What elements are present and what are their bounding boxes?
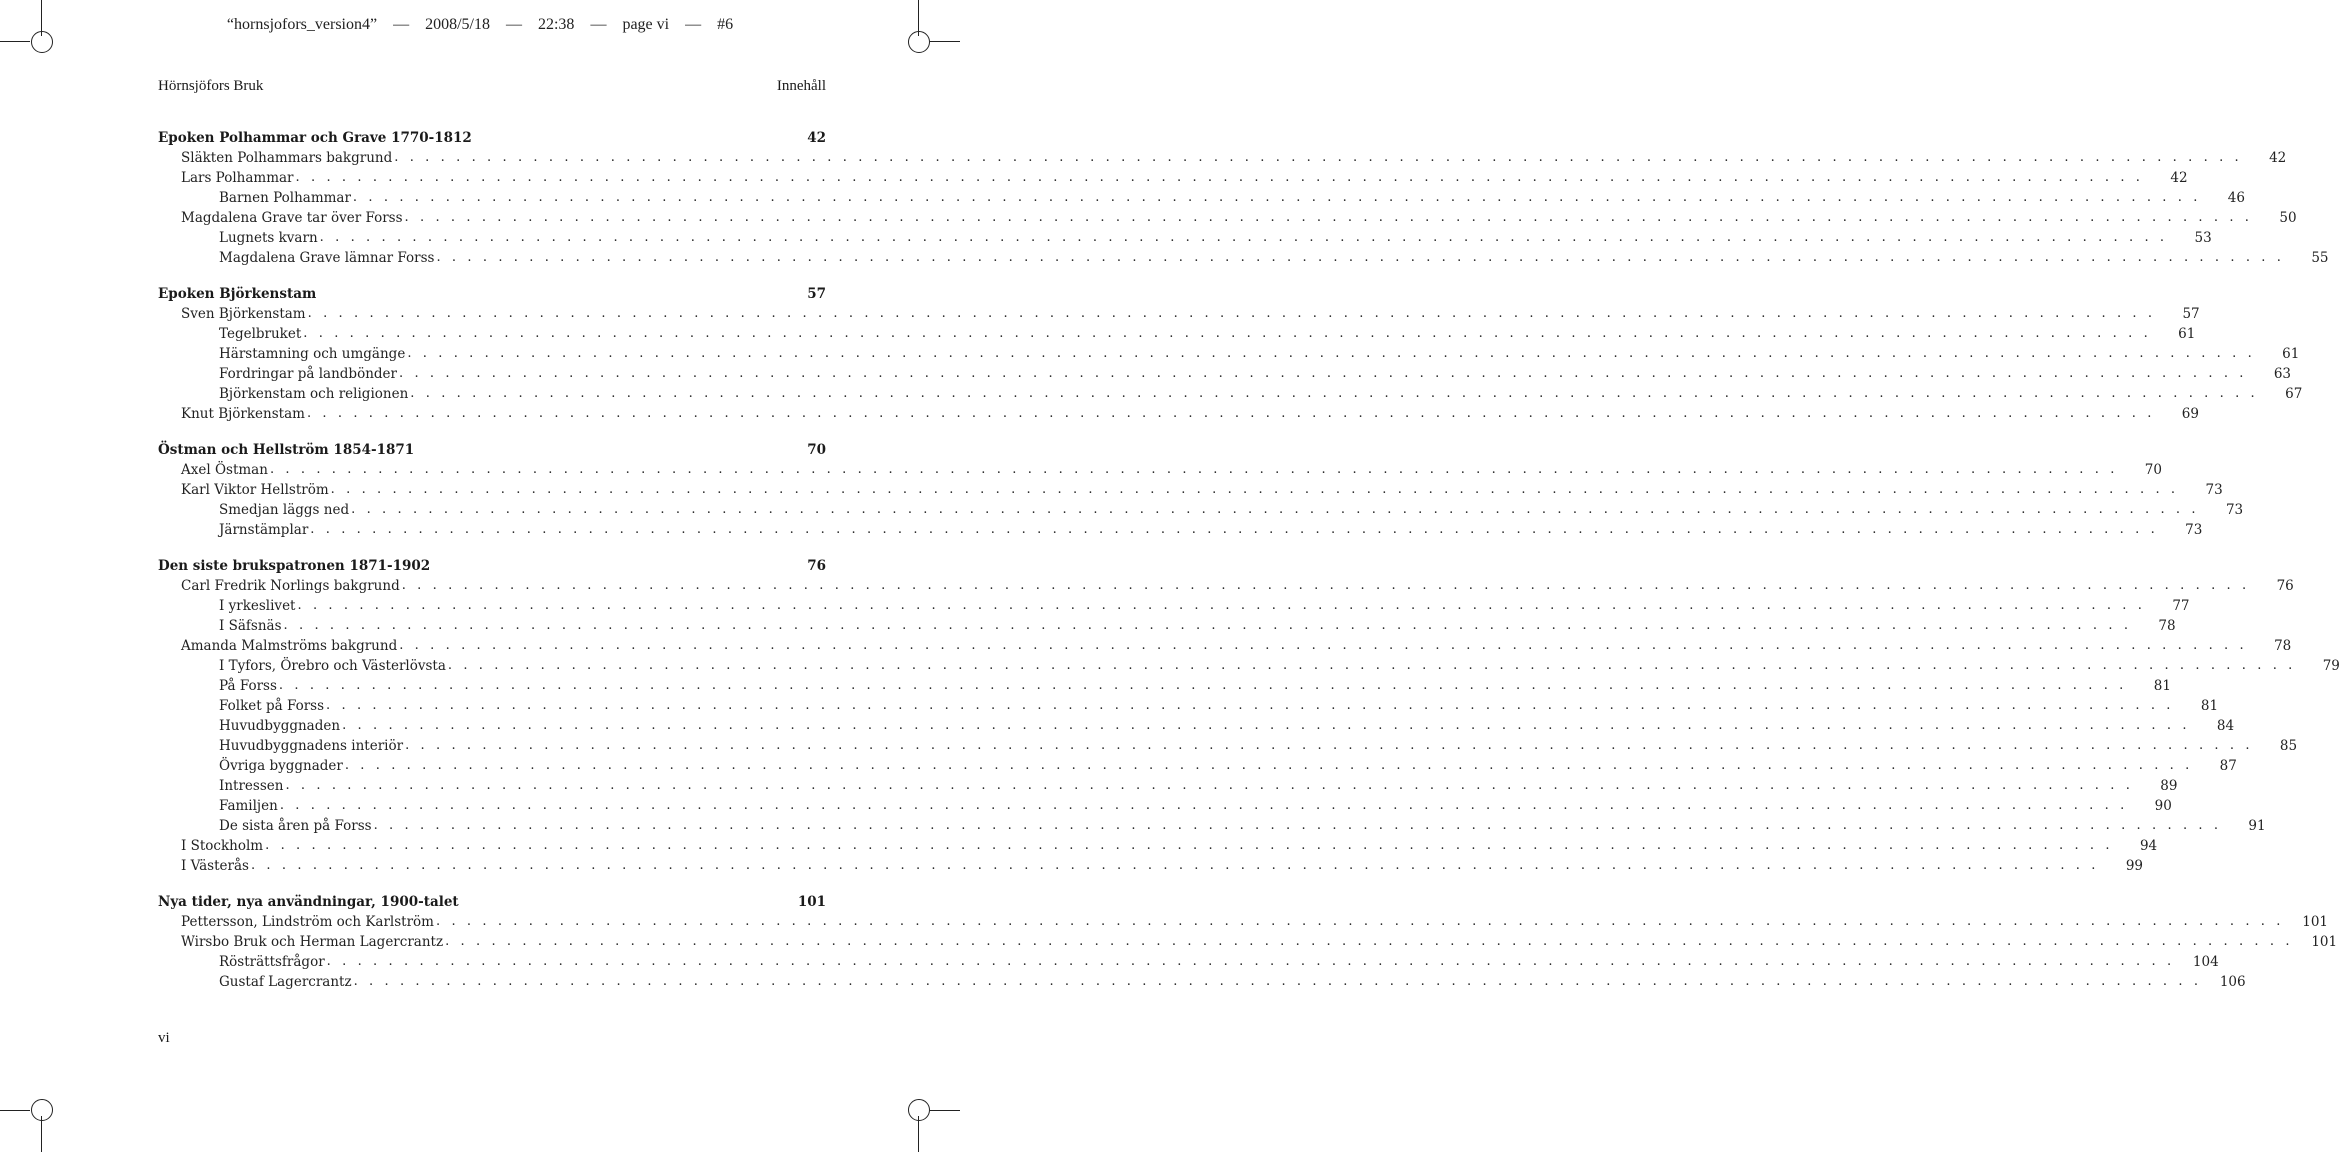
slug-separator: — (590, 16, 607, 33)
toc-entry[interactable] (158, 596, 2190, 616)
leader-dots: . . . . . . . . . . . . . . . . . . . . . . . . . . . . . . . . . . . . . . . . . . . . . . . . . . . . . . . . . . . . . . . . . . . . . . . . . . . . . . . . . . . . . . . . . . . . . . . . . . . . . . . . . . . . . . . . . . . . . . . . (278, 678, 2127, 693)
toc-entry-title: Magdalena Grave tar över Forss (181, 210, 403, 226)
crop-mark (0, 41, 30, 42)
leader-dots: . . . . . . . . . . . . . . . . . . . . . . . . . . . . . . . . . . . . . . . . . . . . . . . . . . . . . . . . . . . . . . . . . . . . . . . . . . . . . . . . . . . . . . . . . . . . . . . . . . . . . . . . . . . . . . . . . . . . . . . . (373, 818, 2222, 833)
page-number: vi (158, 1030, 170, 1046)
toc-entry[interactable] (158, 324, 2196, 344)
slug-date: 2008/5/18 (425, 16, 490, 33)
toc-entry-page: 104 (2192, 954, 2219, 970)
toc-entry-title: Folket på Forss (219, 698, 325, 714)
toc-entry-page: 42 (2170, 170, 2188, 186)
toc-entry[interactable] (158, 696, 2219, 716)
slug-sheet: #6 (717, 16, 734, 33)
leader-dots: . . . . . . . . . . . . . . . . . . . . . . . . . . . . . . . . . . . . . . . . . . . . . . . . . . . . . . . . . . . . . . . . . . . . . . . . . . . . . . . . . . . . . . . . . . . . . . . . . . . . . . . . . . . . . . . . . . . . . . . . (399, 638, 2248, 653)
toc-entry-title: Knut Björkenstam (181, 406, 305, 422)
toc-entry[interactable] (158, 776, 2178, 796)
toc-chapter[interactable] (158, 892, 826, 912)
toc-entry-title: Familjen (219, 798, 278, 814)
leader-dots: . . . . . . . . . . . . . . . . . . . . . . . . . . . . . . . . . . . . . . . . . . . . . . . . . . . . . . . . . . . . . . . . . . . . . . . . . . . . . . . . . . . . . . . . . . . . . . . . . . . . . . . . . . . . . . . . . . . . . . . . (297, 598, 2146, 613)
leader-dots: . . . . . . . . . . . . . . . . . . . . . . . . . . . . . . . . . . . . . . . . . . . . . . . . . . . . . . . . . . . . . . . . . . . . . . . . . . . . . . . . . . . . . . . . . . . . . . . . . . . . . . . . . . . . . . . . . . . . . . . . (307, 306, 2156, 321)
toc-chapter-title: Östman och Hellström 1854-1871 (158, 442, 415, 458)
crop-mark (0, 1110, 30, 1111)
toc-entry[interactable] (158, 816, 2266, 836)
toc-entry-page: 55 (2311, 250, 2329, 266)
toc-chapter[interactable] (158, 284, 826, 304)
leader-dots: . . . . . . . . . . . . . . . . . . . . . . . . . . . . . . . . . . . . . . . . . . . . . . . . . . . . . . . . . . . . . . . . . . . . . . . . . . . . . . . . . . . . . . . . . . . . . . . . . . . . . . . . . . . . . . . . . . . . . . . . (310, 522, 2159, 537)
leader-dots: . . . . . . . . . . . . . . . . . . . . . . . . . . . . . . . . . . . . . . . . . . . . . . . . . . . . . . . . . . . . . . . . . . . . . . . . . . . . . . . . . . . . . . . . . . . . . . . . . . . . . . . . . . . . . . . . . . . . . . . . (269, 462, 2118, 477)
toc-entry-title: I Västerås (181, 858, 249, 874)
registration-mark (908, 31, 930, 53)
toc-entry-page: 94 (2139, 838, 2158, 854)
toc-entry-title: Barnen Polhammar (219, 190, 351, 206)
toc-entry-page: 90 (2154, 798, 2172, 814)
toc-chapter-page: 76 (807, 558, 826, 574)
print-slug (0, 16, 960, 34)
toc-entry-page: 76 (2276, 578, 2294, 594)
toc-entry-title: Wirsbo Bruk och Herman Lagercrantz (181, 934, 444, 950)
toc-entry[interactable] (158, 796, 2172, 816)
toc-entry-title: Huvudbyggnaden (219, 718, 341, 734)
toc-entry-page: 101 (2302, 914, 2329, 930)
leader-dots: . . . . . . . . . . . . . . . . . . . . . . . . . . . . . . . . . . . . . . . . . . . . . . . . . . . . . . . . . . . . . . . . . . . . . . . . . . . . . . . . . . . . . . . . . . . . . . . . . . . . . . . . . . . . . . . . . . . . . . . . (319, 230, 2168, 245)
toc-entry[interactable] (158, 716, 2235, 736)
toc-entry[interactable] (158, 228, 2212, 248)
toc-entry-page: 73 (2225, 502, 2244, 518)
toc-entry-title: Smedjan läggs ned (219, 502, 350, 518)
leader-dots: . . . . . . . . . . . . . . . . . . . . . . . . . . . . . . . . . . . . . . . . . . . . . . . . . . . . . . . . . . . . . . . . . . . . . . . . . . . . . . . . . . . . . . . . . . . . . . . . . . . . . . . . . . . . . . . . . . . . . . . . (405, 738, 2254, 753)
toc-entry[interactable] (158, 500, 2244, 520)
toc-entry[interactable] (158, 656, 2340, 676)
leader-dots: . . . . . . . . . . . . . . . . . . . . . . . . . . . . . . . . . . . . . . . . . . . . . . . . . . . . . . . . . . . . . . . . . . . . . . . . . . . . . . . . . . . . . . . . . . . . . . . . . . . . . . . . . . . . . . . . . . . . . . . . (279, 798, 2128, 813)
toc-entry[interactable] (158, 520, 2203, 540)
toc-entry-title: Övriga byggnader (219, 758, 343, 774)
toc-entry-title: I yrkeslivet (219, 598, 296, 614)
toc-entry-title: Tegelbruket (219, 326, 302, 342)
toc-entry-title: I Stockholm (181, 838, 264, 854)
toc-entry-page: 106 (2219, 974, 2246, 990)
leader-dots: . . . . . . . . . . . . . . . . . . . . . . . . . . . . . . . . . . . . . . . . . . . . . . . . . . . . . . . . . . . . . . . . . . . . . . . . . . . . . . . . . . . . . . . . . . . . . . . . . . . . . . . . . . . . . . . . . . . . . . . . (353, 974, 2202, 989)
toc-entry-page: 91 (2248, 818, 2266, 834)
toc-entry-title: Fordringar på landbönder (219, 366, 397, 382)
toc-entry[interactable] (158, 856, 2143, 876)
toc-chapter[interactable] (158, 556, 826, 576)
toc-entry-page: 89 (2160, 778, 2178, 794)
toc-entry-page: 69 (2181, 406, 2199, 422)
running-head-right: Innehåll (776, 78, 826, 94)
toc-chapter-page: 57 (807, 286, 826, 302)
running-head-left: Hörnsjöfors Bruk (158, 78, 264, 94)
slug-time: 22:38 (537, 16, 575, 33)
toc-entry-page: 77 (2172, 598, 2190, 614)
toc-entry[interactable] (158, 168, 2188, 188)
toc-entry-title: Rösträttsfrågor (219, 954, 325, 970)
slug-page: page vi (622, 16, 670, 33)
leader-dots: . . . . . . . . . . . . . . . . . . . . . . . . . . . . . . . . . . . . . . . . . . . . . . . . . . . . . . . . . . . . . . . . . . . . . . . . . . . . . . . . . . . . . . . . . . . . . . . . . . . . . . . . . . . . . . . . . . . . . . . . (404, 210, 2253, 225)
toc-entry-page: 63 (2273, 366, 2292, 382)
crop-mark (918, 1116, 919, 1152)
toc-entry[interactable] (158, 636, 2292, 656)
toc-chapter-title: Epoken Björkenstam (158, 286, 317, 302)
leader-dots: . . . . . . . . . . . . . . . . . . . . . . . . . . . . . . . . . . . . . . . . . . . . . . . . . . . . . . . . . . . . . . . . . . . . . . . . . . . . . . . . . . . . . . . . . . . . . . . . . . . . . . . . . . . . . . . . . . . . . . . . (436, 250, 2285, 265)
toc-entry-title: Lars Polhammar (181, 170, 294, 186)
toc-entry[interactable] (158, 344, 2300, 364)
leader-dots: . . . . . . . . . . . . . . . . . . . . . . . . . . . . . . . . . . . . . . . . . . . . . . . . . . . . . . . . . . . . . . . . . . . . . . . . . . . . . . . . . . . . . . . . . . . . . . . . . . . . . . . . . . . . . . . . . . . . . . . . (401, 578, 2250, 593)
leader-dots: . . . . . . . . . . . . . . . . . . . . . . . . . . . . . . . . . . . . . . . . . . . . . . . . . . . . . . . . . . . . . . . . . . . . . . . . . . . . . . . . . . . . . . . . . . . . . . . . . . . . . . . . . . . . . . . . . . . . . . . . (306, 406, 2155, 421)
toc-entry[interactable] (158, 208, 2297, 228)
leader-dots: . . . . . . . . . . . . . . . . . . . . . . . . . . . . . . . . . . . . . . . . . . . . . . . . . . . . . . . . . . . . . . . . . . . . . . . . . . . . . . . . . . . . . . . . . . . . . . . . . . . . . . . . . . . . . . . . . . . . . . . . (344, 758, 2193, 773)
leader-dots: . . . . . . . . . . . . . . . . . . . . . . . . . . . . . . . . . . . . . . . . . . . . . . . . . . . . . . . . . . . . . . . . . . . . . . . . . . . . . . . . . . . . . . . . . . . . . . . . . . . . . . . . . . . . . . . . . . . . . . . . (399, 366, 2248, 381)
toc-entry[interactable] (158, 836, 2158, 856)
leader-dots: . . . . . . . . . . . . . . . . . . . . . . . . . . . . . . . . . . . . . . . . . . . . . . . . . . . . . . . . . . . . . . . . . . . . . . . . . . . . . . . . . . . . . . . . . . . . . . . . . . . . . . . . . . . . . . . . . . . . . . . . (330, 482, 2179, 497)
toc-entry-title: De sista åren på Forss (219, 818, 372, 834)
toc-entry-title: Pettersson, Lindström och Karlström (181, 914, 434, 930)
toc-entry[interactable] (158, 932, 2338, 952)
toc-entry-title: Gustaf Lagercrantz (219, 974, 352, 990)
toc-chapter-page: 101 (797, 894, 826, 910)
toc-entry-page: 61 (2178, 326, 2196, 342)
leader-dots: . . . . . . . . . . . . . . . . . . . . . . . . . . . . . . . . . . . . . . . . . . . . . . . . . . . . . . . . . . . . . . . . . . . . . . . . . . . . . . . . . . . . . . . . . . . . . . . . . . . . . . . . . . . . . . . . . . . . . . . . (447, 658, 2296, 673)
toc-entry-title: Amanda Malmströms bakgrund (181, 638, 398, 654)
toc-entry[interactable] (158, 756, 2237, 776)
toc-entry-page: 78 (2274, 638, 2292, 654)
toc-entry[interactable] (158, 972, 2246, 992)
toc-entry-page: 67 (2285, 386, 2303, 402)
toc-entry[interactable] (158, 576, 2294, 596)
toc-entry[interactable] (158, 148, 2287, 168)
toc-entry-page: 70 (2144, 462, 2162, 478)
leader-dots: . . . . . . . . . . . . . . . . . . . . . . . . . . . . . . . . . . . . . . . . . . . . . . . . . . . . . . . . . . . . . . . . . . . . . . . . . . . . . . . . . . . . . . . . . . . . . . . . . . . . . . . . . . . . . . . . . . . . . . . . (342, 718, 2191, 733)
toc-entry[interactable] (158, 736, 2298, 756)
toc-entry-title: Lugnets kvarn (219, 230, 318, 246)
leader-dots: . . . . . . . . . . . . . . . . . . . . . . . . . . . . . . . . . . . . . . . . . . . . . . . . . . . . . . . . . . . . . . . . . . . . . . . . . . . . . . . . . . . . . . . . . . . . . . . . . . . . . . . . . . . . . . . . . . . . . . . . (352, 190, 2201, 205)
toc-chapter[interactable] (158, 440, 826, 460)
toc-entry-page: 73 (2205, 482, 2223, 498)
toc-entry-page: 73 (2185, 522, 2203, 538)
slug-separator: — (393, 16, 410, 33)
toc-entry-page: 81 (2200, 698, 2219, 714)
toc-entry-page: 42 (2269, 150, 2287, 166)
toc-chapter-title: Nya tider, nya användningar, 1900-talet (158, 894, 459, 910)
toc-entry-page: 87 (2219, 758, 2237, 774)
leader-dots: . . . . . . . . . . . . . . . . . . . . . . . . . . . . . . . . . . . . . . . . . . . . . . . . . . . . . . . . . . . . . . . . . . . . . . . . . . . . . . . . . . . . . . . . . . . . . . . . . . . . . . . . . . . . . . . . . . . . . . . . (326, 698, 2175, 713)
toc-chapter-title: Epoken Polhammar och Grave 1770-1812 (158, 130, 472, 146)
slug-filename: “hornsjofors_version4” (226, 16, 378, 33)
toc-entry-title: I Säfsnäs (219, 618, 282, 634)
toc-entry-title: Järnstämplar (219, 522, 309, 538)
leader-dots: . . . . . . . . . . . . . . . . . . . . . . . . . . . . . . . . . . . . . . . . . . . . . . . . . . . . . . . . . . . . . . . . . . . . . . . . . . . . . . . . . . . . . . . . . . . . . . . . . . . . . . . . . . . . . . . . . . . . . . . . (285, 778, 2134, 793)
toc-entry-page: 85 (2279, 738, 2298, 754)
toc-entry-page: 81 (2153, 678, 2171, 694)
toc-entry-page: 61 (2282, 346, 2300, 362)
toc-entry[interactable] (158, 480, 2223, 500)
toc-entry-page: 57 (2182, 306, 2200, 322)
toc-entry[interactable] (158, 248, 2329, 268)
crop-mark (41, 1116, 42, 1152)
leader-dots: . . . . . . . . . . . . . . . . . . . . . . . . . . . . . . . . . . . . . . . . . . . . . . . . . . . . . . . . . . . . . . . . . . . . . . . . . . . . . . . . . . . . . . . . . . . . . . . . . . . . . . . . . . . . . . . . . . . . . . . . (303, 326, 2152, 341)
toc-chapter-page: 42 (807, 130, 826, 146)
leader-dots: . . . . . . . . . . . . . . . . . . . . . . . . . . . . . . . . . . . . . . . . . . . . . . . . . . . . . . . . . . . . . . . . . . . . . . . . . . . . . . . . . . . . . . . . . . . . . . . . . . . . . . . . . . . . . . . . . . . . . . . . (295, 170, 2144, 185)
toc-entry[interactable] (158, 188, 2245, 208)
toc-entry-page: 53 (2194, 230, 2212, 246)
toc-entry[interactable] (158, 676, 2171, 696)
toc-chapter[interactable] (158, 128, 826, 148)
crop-mark (930, 1110, 960, 1111)
toc-entry-title: Carl Fredrik Norlings bakgrund (181, 578, 400, 594)
leader-dots: . . . . . . . . . . . . . . . . . . . . . . . . . . . . . . . . . . . . . . . . . . . . . . . . . . . . . . . . . . . . . . . . . . . . . . . . . . . . . . . . . . . . . . . . . . . . . . . . . . . . . . . . . . . . . . . . . . . . . . . . (326, 954, 2175, 969)
toc-entry[interactable] (158, 616, 2176, 636)
toc-entry-title: Björkenstam och religionen (219, 386, 409, 402)
slug-separator: — (685, 16, 702, 33)
slug-separator: — (505, 16, 522, 33)
toc-entry-title: Släkten Polhammars bakgrund (181, 150, 393, 166)
toc-entry-page: 101 (2311, 934, 2338, 950)
toc-entry-page: 79 (2322, 658, 2340, 674)
toc-entry-title: På Forss (219, 678, 277, 694)
toc-entry[interactable] (158, 364, 2292, 384)
running-head (158, 78, 826, 98)
toc-entry[interactable] (158, 952, 2219, 972)
leader-dots: . . . . . . . . . . . . . . . . . . . . . . . . . . . . . . . . . . . . . . . . . . . . . . . . . . . . . . . . . . . . . . . . . . . . . . . . . . . . . . . . . . . . . . . . . . . . . . . . . . . . . . . . . . . . . . . . . . . . . . . . (407, 346, 2256, 361)
toc-entry-title: Axel Östman (181, 462, 268, 478)
registration-mark (31, 31, 53, 53)
leader-dots: . . . . . . . . . . . . . . . . . . . . . . . . . . . . . . . . . . . . . . . . . . . . . . . . . . . . . . . . . . . . . . . . . . . . . . . . . . . . . . . . . . . . . . . . . . . . . . . . . . . . . . . . . . . . . . . . . . . . . . . . (265, 838, 2114, 853)
toc-entry-title: Huvudbyggnadens interiör (219, 738, 404, 754)
leader-dots: . . . . . . . . . . . . . . . . . . . . . . . . . . . . . . . . . . . . . . . . . . . . . . . . . . . . . . . . . . . . . . . . . . . . . . . . . . . . . . . . . . . . . . . . . . . . . . . . . . . . . . . . . . . . . . . . . . . . . . . . (394, 150, 2243, 165)
registration-mark (908, 1099, 930, 1121)
toc-entry-title: Härstamning och umgänge (219, 346, 406, 362)
toc-entry-title: Magdalena Grave lämnar Forss (219, 250, 435, 266)
leader-dots: . . . . . . . . . . . . . . . . . . . . . . . . . . . . . . . . . . . . . . . . . . . . . . . . . . . . . . . . . . . . . . . . . . . . . . . . . . . . . . . . . . . . . . . . . . . . . . . . . . . . . . . . . . . . . . . . . . . . . . . . (435, 914, 2285, 929)
leader-dots: . . . . . . . . . . . . . . . . . . . . . . . . . . . . . . . . . . . . . . . . . . . . . . . . . . . . . . . . . . . . . . . . . . . . . . . . . . . . . . . . . . . . . . . . . . . . . . . . . . . . . . . . . . . . . . . . . . . . . . . . (351, 502, 2200, 517)
toc-entry[interactable] (158, 304, 2200, 324)
toc-entry[interactable] (158, 460, 2162, 480)
toc-entry-page: 84 (2216, 718, 2235, 734)
toc-entry[interactable] (158, 404, 2199, 424)
leader-dots: . . . . . . . . . . . . . . . . . . . . . . . . . . . . . . . . . . . . . . . . . . . . . . . . . . . . . . . . . . . . . . . . . . . . . . . . . . . . . . . . . . . . . . . . . . . . . . . . . . . . . . . . . . . . . . . . . . . . . . . . (250, 858, 2099, 873)
leader-dots: . . . . . . . . . . . . . . . . . . . . . . . . . . . . . . . . . . . . . . . . . . . . . . . . . . . . . . . . . . . . . . . . . . . . . . . . . . . . . . . . . . . . . . . . . . . . . . . . . . . . . . . . . . . . . . . . . . . . . . . . (283, 618, 2132, 633)
toc-entry-title: Karl Viktor Hellström (181, 482, 329, 498)
toc-chapter-title: Den siste brukspatronen 1871-1902 (158, 558, 431, 574)
toc-entry-title: I Tyfors, Örebro och Västerlövsta (219, 658, 446, 674)
toc-entry[interactable] (158, 912, 2329, 932)
toc-entry-title: Sven Björkenstam (181, 306, 306, 322)
leader-dots: . . . . . . . . . . . . . . . . . . . . . . . . . . . . . . . . . . . . . . . . . . . . . . . . . . . . . . . . . . . . . . . . . . . . . . . . . . . . . . . . . . . . . . . . . . . . . . . . . . . . . . . . . . . . . . . . . . . . . . . . (445, 934, 2294, 949)
toc-entry-page: 50 (2279, 210, 2297, 226)
toc-chapter-page: 70 (807, 442, 826, 458)
table-of-contents (158, 128, 2340, 992)
toc-entry-title: Intressen (219, 778, 284, 794)
toc-entry-page: 99 (2125, 858, 2143, 874)
toc-entry[interactable] (158, 384, 2303, 404)
toc-entry-page: 46 (2227, 190, 2245, 206)
crop-mark (930, 41, 960, 42)
toc-entry-page: 78 (2158, 618, 2176, 634)
registration-mark (31, 1099, 53, 1121)
leader-dots: . . . . . . . . . . . . . . . . . . . . . . . . . . . . . . . . . . . . . . . . . . . . . . . . . . . . . . . . . . . . . . . . . . . . . . . . . . . . . . . . . . . . . . . . . . . . . . . . . . . . . . . . . . . . . . . . . . . . . . . . (410, 386, 2259, 401)
